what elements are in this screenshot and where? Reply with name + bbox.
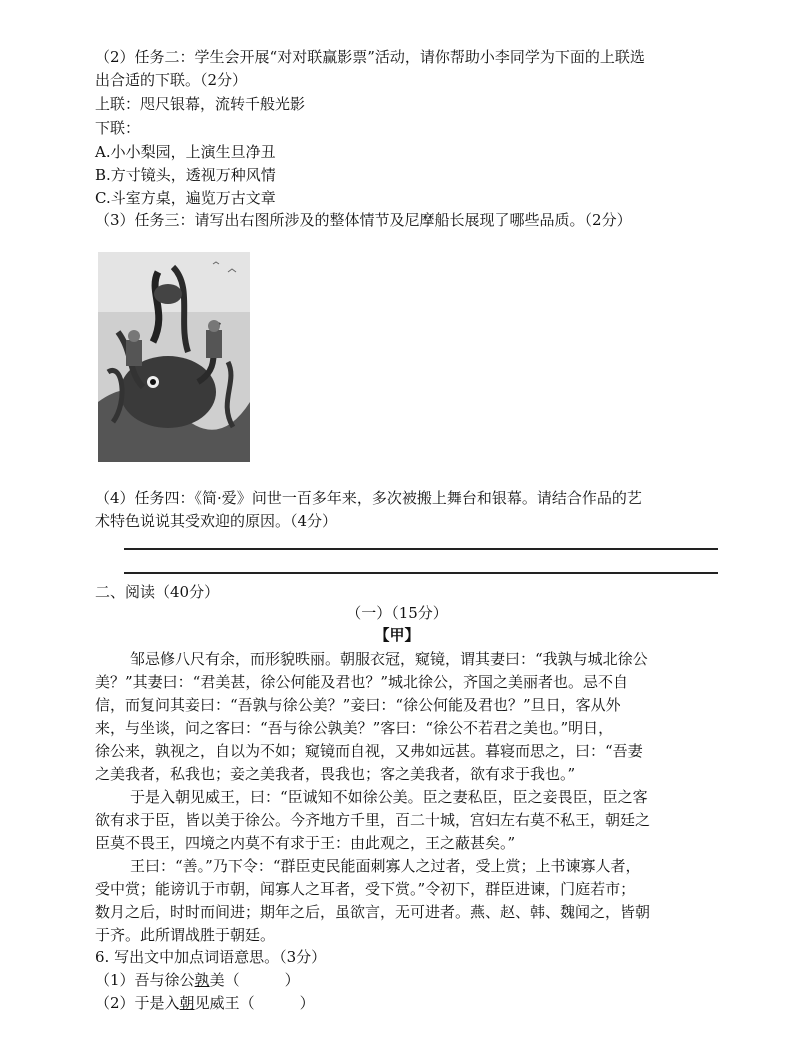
task2-line1: （2）任务二：学生会开展“对对联赢影票”活动，请你帮助小李同学为下面的上联选 (95, 48, 645, 66)
passage-line: 信，而复问其妾曰：“吾孰与徐公美？”妾曰：“徐公何能及君也？”旦日，客从外 (95, 696, 621, 714)
answer-line-1 (124, 548, 718, 550)
section2-title: 二、阅读（40分） (95, 583, 220, 601)
passage-line: 臣莫不畏王，四境之内莫不有求于王：由此观之，王之蔽甚矣。” (95, 834, 516, 852)
q6-item-2-prefix: （2）于是入 (95, 994, 180, 1012)
q6-item-1-word: 孰 (194, 971, 210, 989)
subsection-title: （一）（15分） (346, 604, 448, 622)
passage-line: 之美我者，私我也；妾之美我者，畏我也；客之美我者，欲有求于我也。” (95, 765, 576, 783)
question6-title: 6. 写出文中加点词语意思。（3分） (95, 948, 327, 966)
passage-line: 徐公来，孰视之，自以为不如；窥镜而自视，又弗如远甚。暮寝而思之，曰：“吾妻 (95, 742, 643, 760)
passage-line: 于齐。此所谓战胜于朝廷。 (95, 926, 276, 944)
option-b: B.方寸镜头，透视万种风情 (95, 166, 276, 184)
passage-line: 美？”其妻曰：“君美甚，徐公何能及君也？”城北徐公，齐国之美丽者也。忌不自 (95, 673, 629, 691)
couplet-lower-label: 下联： (95, 119, 141, 137)
passage-line: 欲有求于臣，皆以美于徐公。今齐地方千里，百二十城，宫妇左右莫不私王，朝廷之 (95, 811, 651, 829)
octopus-battle-engraving-icon (98, 252, 250, 462)
passage-jia-heading: 【甲】 (374, 626, 420, 644)
passage-line: 受中赏；能谤讥于市朝，闻寡人之耳者，受下赏。”令初下，群臣进谏，门庭若市； (95, 880, 636, 898)
passage-line: 邹忌修八尺有余，而形貌昳丽。朝服衣冠，窥镜，谓其妻曰：“我孰与城北徐公 (130, 650, 648, 668)
q6-item-2-word: 朝 (179, 994, 195, 1012)
passage-line: 来，与坐谈，问之客曰：“吾与徐公孰美？”客曰：“徐公不若君之美也。”明日， (95, 719, 614, 737)
question6-item-1 (95, 969, 300, 991)
passage-line: 数月之后，时时而间进；期年之后，虽欲言，无可进者。燕、赵、韩、魏闻之，皆朝 (95, 903, 651, 921)
option-c: C.斗室方桌，遍览万古文章 (95, 189, 276, 207)
q6-item-2-suffix[interactable]: 见威王（ ） (194, 994, 315, 1012)
question6-item-2 (95, 992, 315, 1014)
q6-item-1-prefix: （1）吾与徐公 (95, 971, 195, 989)
passage-line: 王曰：“善。”乃下令：“群臣吏民能面刺寡人之过者，受上赏；上书谏寡人者， (130, 857, 641, 875)
answer-line-2 (124, 572, 718, 574)
q6-item-1-suffix[interactable]: 美（ ） (209, 971, 300, 989)
couplet-upper: 上联：咫尺银幕，流转千般光影 (95, 95, 306, 113)
passage-line: 于是入朝见威王，曰：“臣诚知不如徐公美。臣之妻私臣，臣之妾畏臣，臣之客 (130, 788, 648, 806)
task3-line: （3）任务三：请写出右图所涉及的整体情节及尼摩船长展现了哪些品质。（2分） (95, 211, 632, 229)
task2-line2: 出合适的下联。（2分） (95, 71, 248, 89)
task4-line1: （4）任务四：《简·爱》问世一百多年来，多次被搬上舞台和银幕。请结合作品的艺 (95, 489, 642, 507)
option-a: A.小小梨园，上演生旦净丑 (95, 143, 276, 161)
task4-line2: 术特色说说其受欢迎的原因。（4分） (95, 512, 338, 530)
octopus-battle-illustration (98, 252, 250, 462)
